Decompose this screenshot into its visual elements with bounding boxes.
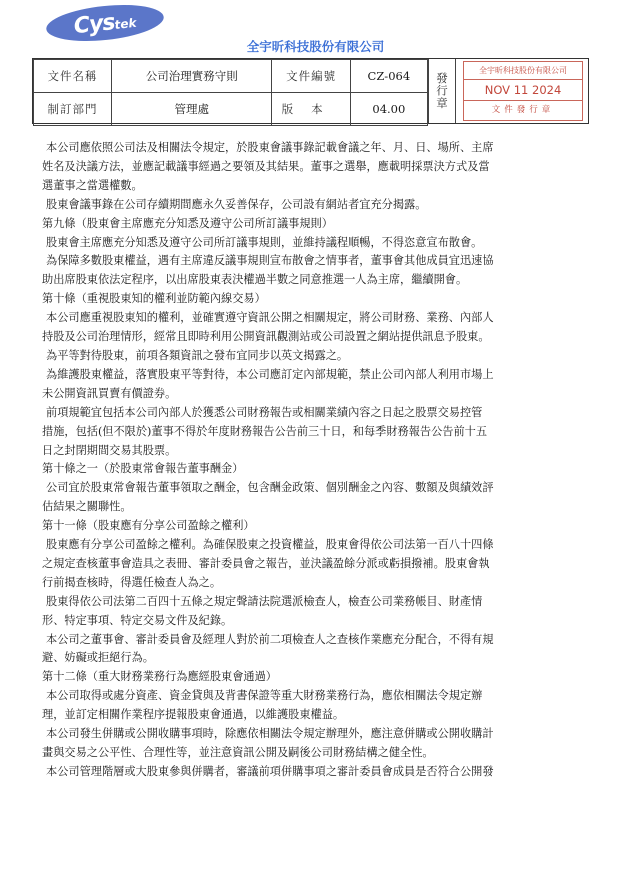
body-line: 選董事之當選權數。 <box>42 178 143 192</box>
body-line: 本公司應重視股東知的權利，並確實遵守資訊公開之相關規定，將公司財務、業務、內部人 <box>46 311 494 325</box>
article-heading: 第十一條（股東應有分享公司盈餘之權利） <box>42 519 255 533</box>
article-heading: 第十二條（重大財務業務行為應經股東會通過） <box>42 670 277 684</box>
stamp-caption: 文件發行章 <box>491 105 555 115</box>
article-heading: 第九條（股東會主席應充分知悉及遵守公司所訂議事規則） <box>42 216 333 230</box>
document-header <box>32 58 589 124</box>
body-line: 本公司取得或處分資產、資金貸與及背書保證等重大財務業務行為，應依相關法令規定辦 <box>46 689 483 703</box>
body-line: 未公開資訊買賣有價證券。 <box>42 386 177 400</box>
doc-name-value: 公司治理實務守則 <box>111 60 272 93</box>
body-line: 前項規範宜包括本公司內部人於獲悉公司財務報告或相關業績內容之日起之股票交易控管 <box>46 405 483 419</box>
issue-stamp <box>463 61 583 121</box>
body-line: 行前揭查核時，得選任檢查人為之。 <box>42 575 222 589</box>
doc-name-label: 文件名稱 <box>34 60 112 93</box>
body-line: 股東應有分享公司盈餘之權利。為確保股東之投資權益，股東會得依公司法第一百八十四條 <box>46 538 494 552</box>
body-line: 本公司管理階層或大股東參與併購者，審議前項併購事項之審計委員會成員是否符合公開發 <box>46 764 494 778</box>
dept-label: 制訂部門 <box>34 93 112 126</box>
article-heading: 第十條之一（於股東常會報告董事酬金） <box>42 462 244 476</box>
seal-label: 發行章 <box>428 59 456 123</box>
dept-value: 管理處 <box>111 93 272 126</box>
body-line: 理，並訂定相關作業程序提報股東會通過，以維護股東權益。 <box>42 708 345 722</box>
company-name: 全宇昕科技股份有限公司 <box>246 39 385 54</box>
article-heading: 第十條（重視股東知的權利並防範內線交易） <box>42 292 266 306</box>
body-line: 畫與交易之公平性、合理性等，並注意資訊公開及嗣後公司財務結構之健全性。 <box>42 746 434 759</box>
stamp-date: NOV 11 2024 <box>464 80 582 101</box>
company-logo: Cystek <box>45 0 166 46</box>
body-line: 股東會主席應充分知悉及遵守公司所訂議事規則，並維持議程順暢，不得恣意宣布散會。 <box>46 235 483 249</box>
body-line: 本公司之董事會、審計委員會及經理人對於前二項檢查人之查核作業應充分配合，不得有規 <box>46 632 494 646</box>
body-line: 估結果之關聯性。 <box>42 500 132 514</box>
document-body <box>42 139 592 782</box>
doc-no-value: CZ-064 <box>350 60 427 93</box>
body-line: 形、特定事項、特定交易文件及紀錄。 <box>42 613 233 627</box>
body-line: 姓名及決議方法，並應記載議事經過之要領及其結果。董事之選舉，應載明採票決方式及當 <box>42 159 490 173</box>
body-line: 股東得依公司法第二百四十五條之規定聲請法院選派檢查人，檢查公司業務帳目、財產情 <box>46 594 483 608</box>
body-line: 措施，包括(但不限於)董事不得於年度財務報告公告前三十日，和每季財務報告公告前十五 <box>42 424 488 438</box>
version-label: 版本 <box>272 93 350 126</box>
body-line: 持股及公司治理情形，經常且即時利用公開資訊觀測站或公司設置之網站提供訊息予股東。 <box>42 330 490 344</box>
body-line: 公司宜於股東常會報告董事領取之酬金，包含酬金政策、個別酬金之內容、數額及與績效評 <box>46 481 494 495</box>
body-line: 避、妨礙或拒絕行為。 <box>42 651 154 665</box>
doc-no-label: 文件編號 <box>272 60 350 93</box>
body-line: 本公司應依照公司法及相關法令規定，於股東會議事錄記載會議之年、月、日、場所、主席 <box>46 141 494 154</box>
version-value: 04.00 <box>350 93 427 126</box>
stamp-company: 全宇昕科技股份有限公司 <box>464 62 582 80</box>
body-line: 股東會議事錄在公司存續期間應永久妥善保存，公司設有網站者宜充分揭露。 <box>46 197 427 211</box>
body-line: 日之封閉期間交易其股票。 <box>42 443 177 457</box>
body-line: 本公司發生併購或公開收購事項時，除應依相關法令規定辦理外，應注意併購或公開收購計 <box>46 727 494 741</box>
body-line: 為維護股東權益，落實股東平等對待，本公司應訂定內部規範，禁止公司內部人利用市場上 <box>46 367 494 381</box>
body-line: 之規定查核董事會造具之表冊、審計委員會之報告，並決議盈餘分派或虧損撥補。股東會執 <box>42 556 490 570</box>
header-table <box>33 59 428 126</box>
body-line: 助出席股東依法定程序，以出席股東表決權過半數之同意推選一人為主席，繼續開會。 <box>42 273 468 287</box>
body-line: 為平等對待股東，前項各類資訊之發布宜同步以英文揭露之。 <box>46 348 349 362</box>
body-line: 為保障多數股東權益，遇有主席違反議事規則宣布散會之情事者，董事會其他成員宜迅速協 <box>46 254 494 268</box>
